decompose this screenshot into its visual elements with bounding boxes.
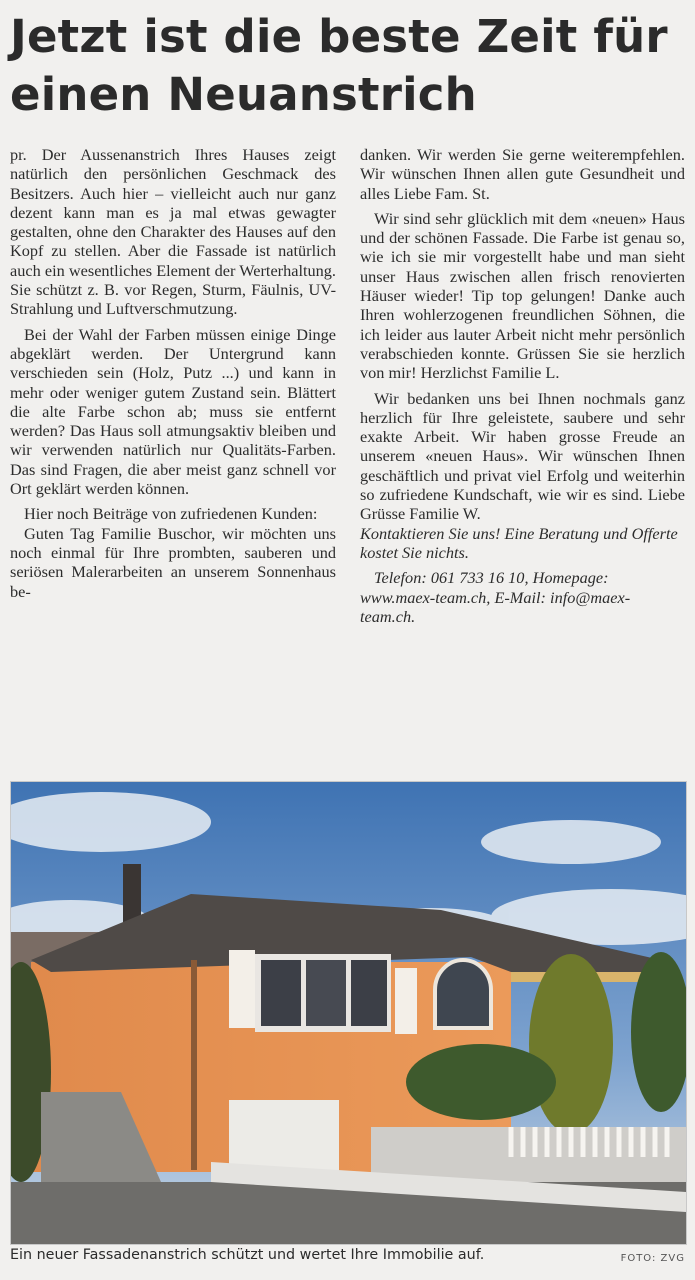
house-illustration xyxy=(11,782,686,1244)
window-pane xyxy=(306,960,346,1026)
photo-caption: Ein neuer Fassadenanstrich schützt und wertet Ihre Immobilie auf. xyxy=(10,1247,485,1263)
tree xyxy=(529,954,613,1134)
article-paragraph: Guten Tag Familie Buschor, wir möchten uns noch einmal für Ihre prombten, sauberen und seriösen Malerarbeiten an unserem Sonnenhaus be- xyxy=(10,523,336,601)
article-paragraph: danken. Wir werden Sie gerne weiterempfehlen. Wir wünschen Ihnen allen gute Gesundheit und alles Liebe Fam. St. xyxy=(360,145,685,203)
window-pane xyxy=(261,960,301,1026)
contact-info: Telefon: 061 733 16 10, Homepage: www.maex-team.ch, E-Mail: info@maex-team.ch. xyxy=(360,568,631,626)
shutter-right xyxy=(395,968,417,1034)
headline xyxy=(10,8,690,124)
window-pane xyxy=(351,960,387,1026)
shutter-left xyxy=(229,950,255,1028)
article-paragraph: Hier noch Beiträge von zufriedenen Kunden: xyxy=(24,504,318,524)
call-to-action: Kontaktieren Sie uns! Eine Beratung und Offerte kostet Sie nichts. xyxy=(360,523,678,562)
article-paragraph: Bei der Wahl der Farben müssen einige Dinge abgeklärt werden. Der Untergrund kann verschieden sein (Holz, Putz ...) und kann in mehr oder weniger gutem Zustand sein. Blättert die alte Farbe schon ab; muss sie entfernt werden? Das Haus soll atmungsaktiv bleiben und wir verwenden natürlich nur Qualitäts-Farben. Das sind Fragen, die aber meist ganz schnell vor Ort geklärt werden können. xyxy=(10,324,336,499)
article-column-right xyxy=(360,145,685,626)
headline-line-1: Jetzt ist die beste Zeit für xyxy=(10,10,668,63)
house-photo xyxy=(10,781,687,1245)
article-paragraph: Wir sind sehr glücklich mit dem «neuen» Haus und der schönen Fassade. Die Farbe ist genau so, wie ich sie mir vorgestellt habe und man sieht unser Haus zwischen allen frisch renovierten Häuser wieder! Tip top gelungen! Danke auch Ihren wohlerzogenen freundlichen Söhnen, die ich leider aus lauter Arbeit nicht mehr persönlich verabschieden konnte. Grüssen Sie sie herzlich von mir! Herzlichst Familie L. xyxy=(360,208,685,383)
photo-credit: FOTO: ZVG xyxy=(620,1253,685,1264)
bushes xyxy=(406,1044,556,1120)
downpipe xyxy=(191,960,197,1170)
article-paragraph: pr. Der Aussenanstrich Ihres Hauses zeigt natürlich den persönlichen Geschmack des Besitzers. Auch hier – vielleicht auch nur ganz dezent kann man es ja mal etwas gewagter gestalten, ohne den Charakter des Hauses auf den Kopf zu stellen. Aber die Fassade ist natürlich auch ein wesentliches Element der Werterhaltung. Sie schützt z. B. vor Regen, Sturm, Fäulnis, UV-Strahlung und Luftverschmutzung. xyxy=(10,145,336,319)
headline-line-2: einen Neuanstrich xyxy=(10,68,477,121)
article-column-left xyxy=(10,145,336,601)
article-paragraph: Wir bedanken uns bei Ihnen nochmals ganz herzlich für Ihre geleistete, saubere und sehr exakte Arbeit. Wir haben grosse Freude an unserem «neuen Haus». Wir wünschen Ihnen geschäftlich und privat viel Erfolg und weiterhin so zufriedene Kundschaft, wie wir es sind. Liebe Grüsse Familie W. xyxy=(360,388,685,524)
garden-wall xyxy=(371,1127,686,1182)
arched-window xyxy=(435,960,491,1028)
